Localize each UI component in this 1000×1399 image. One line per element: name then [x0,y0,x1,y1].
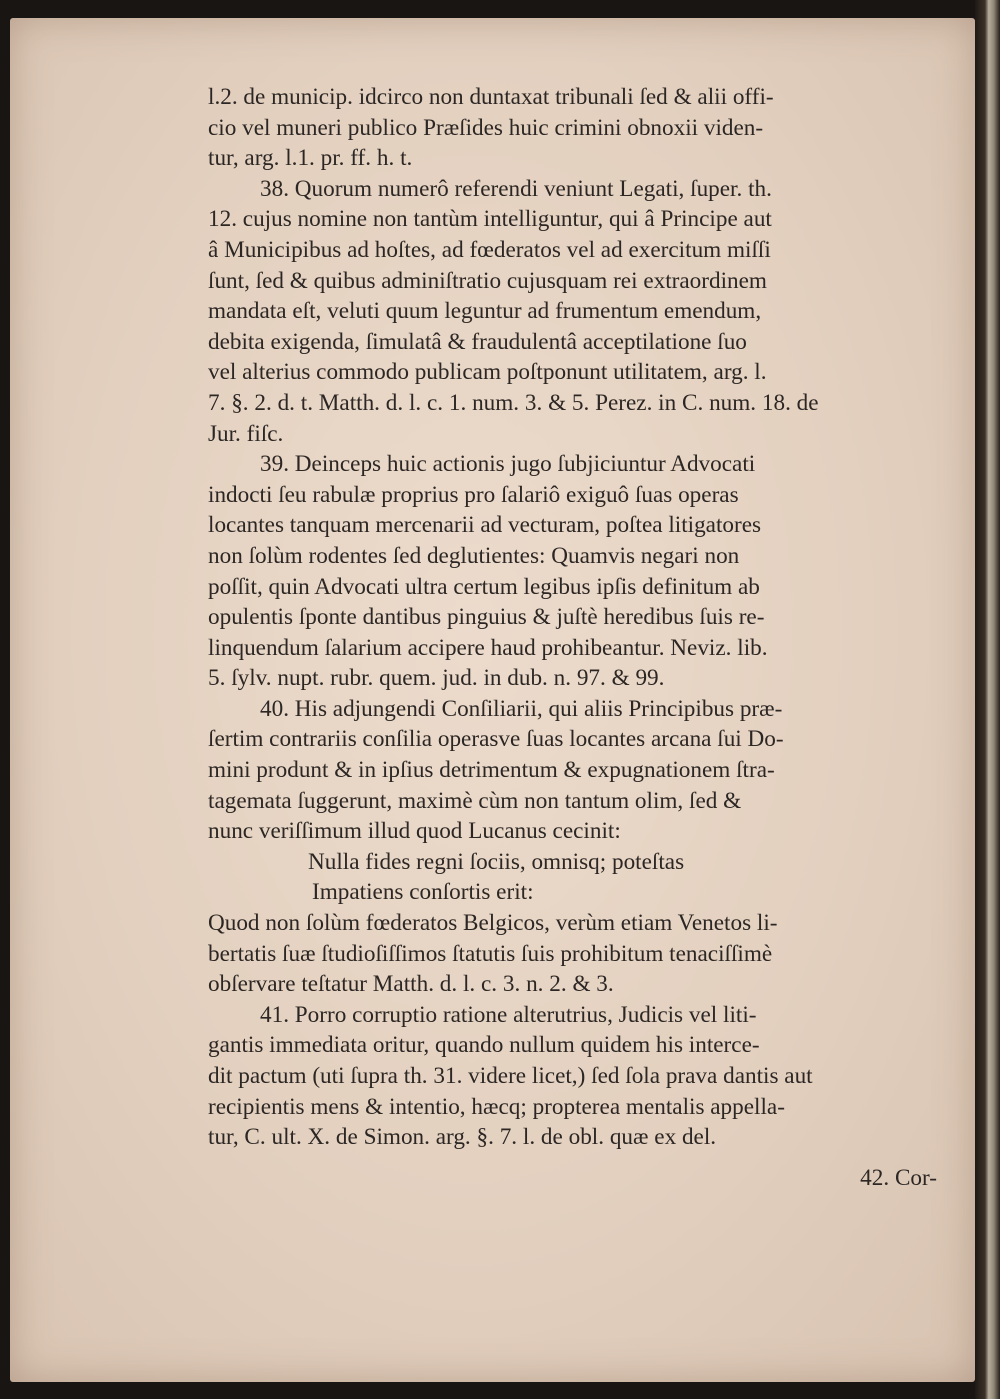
text-line: locantes tanquam mercenarii ad vecturam, poſtea litigatores [208,512,762,539]
text-line: linquendum ſalarium accipere haud prohibeantur. Neviz. lib. [208,634,768,661]
text-line: dit pactum (uti ſupra th. 31. videre licet,) ſed ſola prava dantis aut [208,1063,813,1089]
text-line: ſertim contrariis conſilia operasve ſuas locantes arcana ſui Do- [208,726,784,753]
text-line: cio vel muneri publico Præſides huic crimini obnoxii viden- [208,114,764,141]
text-line: 12. cujus nomine non tantùm intelliguntur, qui â Principe aut [208,206,772,233]
page-text [208,82,943,1193]
text-line: Quod non ſolùm fœderatos Belgicos, verùm etiam Venetos li- [208,910,778,937]
verse-line: Nulla fides regni ſociis, omnisq; poteſtas [308,848,685,875]
text-line: 7. §. 2. d. t. Matth. d. l. c. 1. num. 3. & 5. Perez. in C. num. 18. de [208,389,819,416]
catchword: 42. Cor- [860,1164,937,1191]
text-line: ſunt, ſed & quibus adminiſtratio cujusquam rei extraordinem [208,267,767,294]
paragraph-39-start: 39. Deinceps huic actionis jugo ſubjiciuntur Advocati [260,451,756,478]
text-line: mini produnt & in ipſius detrimentum & expugnationem ſtra- [208,757,775,784]
text-line: Jur. fiſc. [208,420,284,447]
verse-line: Impatiens conſortis erit: [312,879,534,906]
text-line: gantis immediata oritur, quando nullum quidem his interce- [208,1032,760,1059]
paragraph-41-start: 41. Porro corruptio ratione alterutrius, Judicis vel liti- [260,1001,757,1028]
paragraph-40-start: 40. His adjungendi Conſiliarii, qui aliis Principibus præ- [260,695,783,722]
text-line: l.2. de municip. idcirco non duntaxat tribunali ſed & alii offi- [208,84,774,110]
text-line: obſervare teſtatur Matth. d. l. c. 3. n. 2. & 3. [208,971,614,998]
page-edge [975,0,1000,1399]
paragraph-38-start: 38. Quorum numerô referendi veniunt Legati, ſuper. th. [260,175,772,202]
text-line: recipientis mens & intentio, hæcq; propterea mentalis appella- [208,1093,785,1120]
text-line: bertatis ſuæ ſtudioſiſſimos ſtatutis ſuis prohibitum tenaciſſimè [208,940,773,967]
text-line: mandata eſt, veluti quum leguntur ad frumentum emendum, [208,298,762,325]
text-line: tur, C. ult. X. de Simon. arg. §. 7. l. de obl. quæ ex del. [208,1124,717,1151]
text-line: tagemata ſuggerunt, maximè cùm non tantum olim, ſed & [208,787,742,814]
text-line: 5. ſylv. nupt. rubr. quem. jud. in dub. n. 97. & 99. [208,665,665,692]
text-line: vel alterius commodo publicam poſtponunt utilitatem, arg. l. [208,359,767,386]
text-line: opulentis ſponte dantibus pinguius & juſtè heredibus ſuis re- [208,604,765,631]
text-line: indocti ſeu rabulæ proprius pro ſalariô exiguô ſuas operas [208,481,739,508]
text-line: tur, arg. l.1. pr. ff. h. t. [208,145,413,172]
text-line: poſſit, quin Advocati ultra certum legibus ipſis definitum ab [208,573,760,600]
text-line: nunc veriſſimum illud quod Lucanus cecinit: [208,818,621,845]
text-line: â Municipibus ad hoſtes, ad fœderatos vel ad exercitum miſſi [208,236,771,263]
text-line: debita exigenda, ſimulatâ & fraudulentâ acceptilatione ſuo [208,328,747,355]
text-line: non ſolùm rodentes ſed deglutientes: Quamvis negari non [208,542,740,569]
